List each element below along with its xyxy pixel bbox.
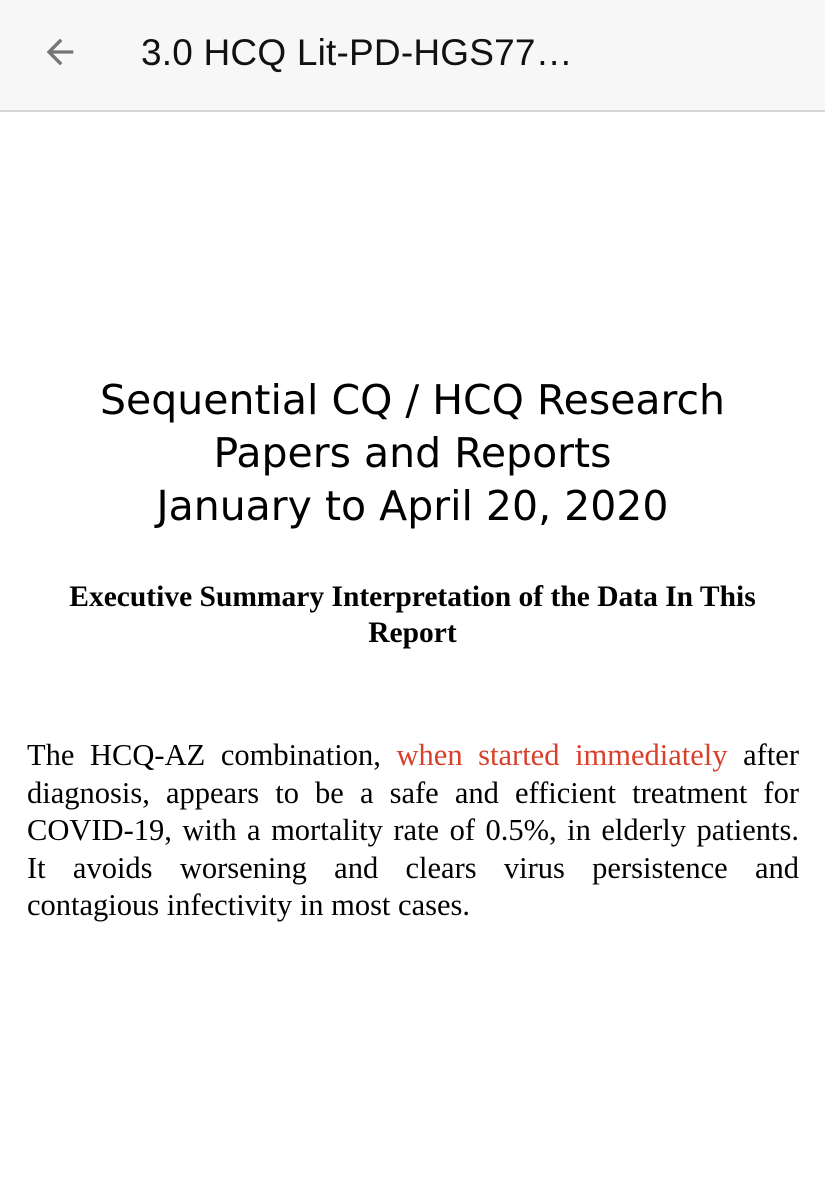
document-page bbox=[0, 112, 825, 1200]
heading-line: Sequential CQ / HCQ Research bbox=[99, 376, 726, 424]
app-bar bbox=[0, 0, 825, 112]
paragraph-text: The HCQ-AZ combination, bbox=[27, 738, 397, 772]
heading-line: January to April 20, 2020 bbox=[156, 482, 669, 530]
document-title: 3.0 HCQ Lit-PD-HGS77… bbox=[141, 32, 573, 73]
back-button[interactable] bbox=[30, 22, 90, 82]
heading-line: Papers and Reports bbox=[213, 429, 612, 477]
document-heading bbox=[0, 374, 825, 533]
highlighted-text: when started immediately bbox=[396, 738, 728, 772]
summary-paragraph bbox=[27, 737, 799, 925]
executive-summary-title: Executive Summary Interpretation of the Data In This Report bbox=[69, 581, 756, 649]
paragraph-text: after diagnosis, appears to be a safe and efficient treatment for COVID-19, with a mortality rate of 0.5%, in elderly patients. It avoids worsening and clears virus persistence and contagious infectivity in most cases. bbox=[27, 738, 799, 922]
arrow-left-icon bbox=[40, 32, 80, 72]
